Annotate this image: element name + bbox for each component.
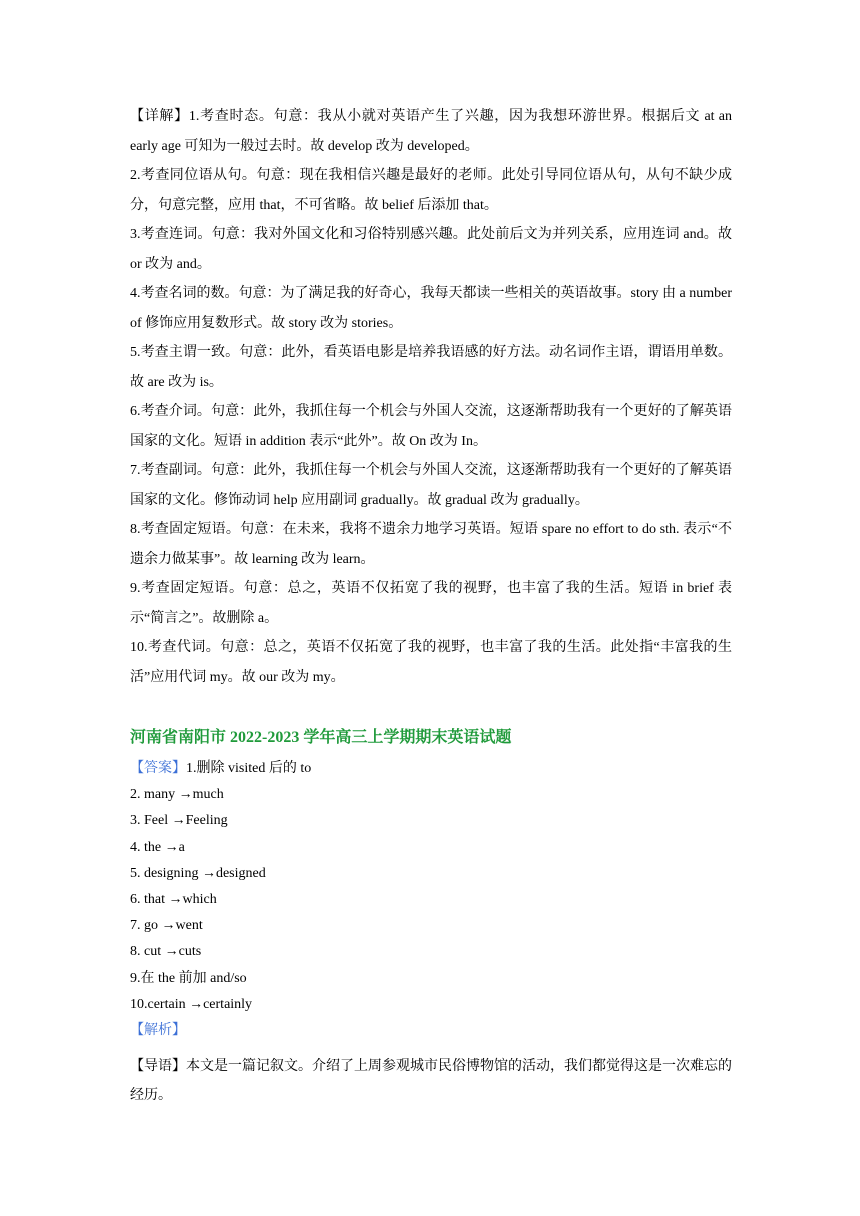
explanation-item-7: 7.考查副词。句意：此外，我抓住每一个机会与外国人交流，这逐渐帮助我有一个更好的了解英语国家的文化。修饰动词 help 应用副词 gradually。故 gradual 改为 gradually。 — [130, 463, 732, 508]
explanation-item-3: 3.考查连词。句意：我对外国文化和习俗特别感兴趣。此处前后文为并列关系，应用连词 and。故 or 改为 and。 — [130, 227, 732, 272]
explanation-item-10: 10.考查代词。句意：总之，英语不仅拓宽了我的视野，也丰富了我的生活。此处指“丰富我的生活”应用代词 my。故 our 改为 my。 — [130, 640, 732, 685]
explanation-item-6: 6.考查介词。句意：此外，我抓住每一个机会与外国人交流，这逐渐帮助我有一个更好的了解英语国家的文化。短语 in addition 表示“此外”。故 On 改为 In。 — [130, 404, 732, 449]
explanation-block — [130, 102, 732, 692]
answer-item-10: 10.certain →certainly — [130, 996, 253, 1012]
explanation-item-1 — [130, 102, 732, 161]
guide-text: 本文是一篇记叙文。介绍了上周参观城市民俗博物馆的活动，我们都觉得这是一次难忘的经历。 — [130, 1059, 732, 1103]
analysis-tag: 【解析】 — [130, 1023, 186, 1039]
answer-item-5: 5. designing →designed — [130, 865, 266, 881]
guide-tag: 【导语】 — [130, 1059, 186, 1074]
answer-tag: 【答案】 — [130, 761, 186, 776]
guide-paragraph — [130, 1052, 732, 1110]
answer-item-3: 3. Feel →Feeling — [130, 813, 228, 829]
explanation-item-2: 2.考查同位语从句。句意：现在我相信兴趣是最好的老师。此处引导同位语从句，从句不缺少成分，句意完整，应用 that，不可省略。故 belief 后添加 that。 — [130, 168, 732, 213]
answer-item-6: 6. that →which — [130, 892, 217, 908]
answer-item-4: 4. the →a — [130, 839, 185, 855]
explanation-item-4: 4.考查名词的数。句意：为了满足我的好奇心，我每天都读一些相关的英语故事。story 由 a number of 修饰应用复数形式。故 story 改为 stories。 — [130, 286, 732, 331]
explanation-item-9: 9.考查固定短语。句意：总之，英语不仅拓宽了我的视野，也丰富了我的生活。短语 in brief 表示“简言之”。故删除 a。 — [130, 581, 732, 626]
explanation-item-5: 5.考查主谓一致。句意：此外，看英语电影是培养我语感的好方法。动名词作主语，谓语用单数。故 are 改为 is。 — [130, 345, 732, 390]
section-title: 河南省南阳市 2022-2023 学年高三上学期期末英语试题 — [130, 729, 512, 746]
explanation-item-8: 8.考查固定短语。句意：在未来，我将不遗余力地学习英语。短语 spare no effort to do sth. 表示“不遗余力做某事”。故 learning 改为 learn。 — [130, 522, 732, 567]
answer-item-8: 8. cut →cuts — [130, 944, 202, 960]
answer-item-9: 9.在 the 前加 and/so — [130, 970, 247, 986]
explanation-text: 1.考查时态。句意：我从小就对英语产生了兴趣，因为我想环游世界。根据后文 at an early age 可知为一般过去时。故 develop 改为 developed。 — [130, 109, 733, 154]
answer-item-2: 2. many →much — [130, 787, 224, 803]
answer-item-7: 7. go →went — [130, 918, 203, 934]
answer-item-1 — [130, 756, 732, 782]
guide-block — [130, 1052, 732, 1110]
answer-text: 1.删除 visited 后的 to — [186, 761, 312, 776]
explanation-tag: 【详解】 — [130, 109, 189, 124]
answer-block — [130, 756, 732, 1044]
